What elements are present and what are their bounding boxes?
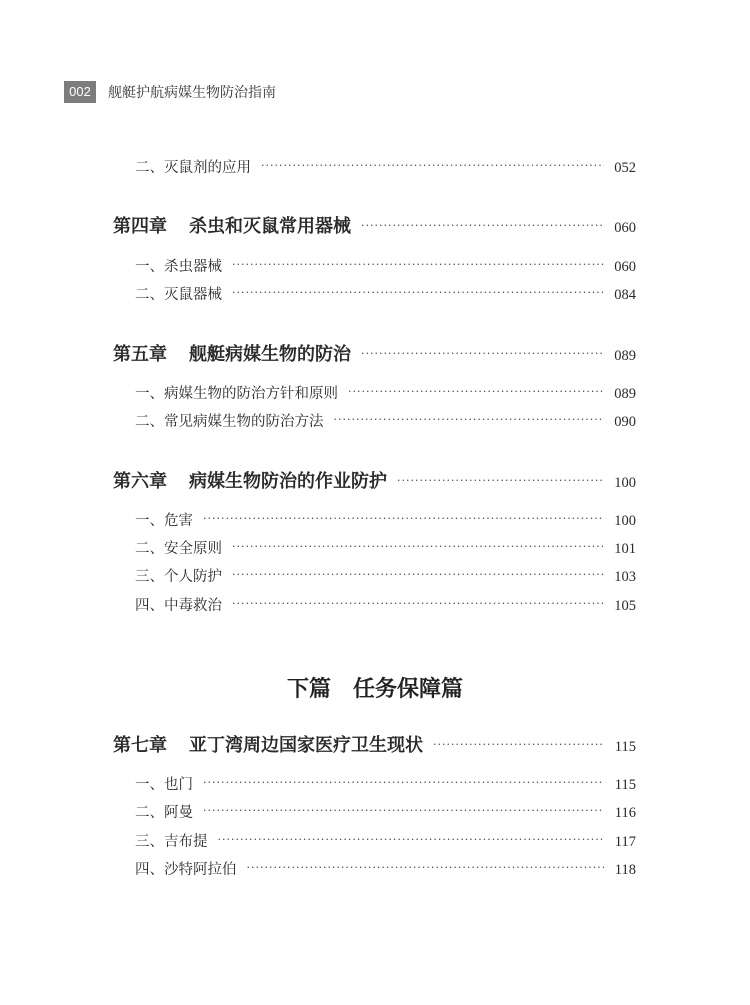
leader-dots [232, 540, 604, 553]
toc-entry-page: 060 [614, 259, 636, 275]
toc-entry[interactable] [0, 410, 750, 432]
toc-entry-page: 105 [614, 598, 636, 614]
part-name: 任务保障篇 [353, 676, 464, 702]
toc-entry[interactable] [0, 537, 750, 559]
toc-entry-label: 二、灭鼠器械 [135, 287, 222, 303]
chapter-title: 舰艇病媒生物的防治 [189, 344, 351, 365]
chapter-page: 089 [614, 348, 636, 364]
toc-entry-label: 四、沙特阿拉伯 [135, 862, 237, 878]
toc-entry-label: 一、病媒生物的防治方针和原则 [135, 386, 338, 402]
toc-entry-page: 115 [614, 777, 636, 793]
toc-entry-label: 二、安全原则 [135, 541, 222, 557]
leader-dots [433, 738, 604, 751]
toc-entry-page: 103 [614, 569, 636, 585]
chapter-title: 亚丁湾周边国家医疗卫生现状 [189, 735, 423, 756]
toc-entry-page: 116 [614, 805, 636, 821]
chapter-entry[interactable] [0, 467, 750, 495]
toc-entry[interactable] [0, 801, 750, 823]
toc-entry-label: 一、也门 [135, 777, 193, 793]
toc-entry-label: 三、个人防护 [135, 569, 222, 585]
toc-entry[interactable] [0, 594, 750, 616]
running-header [64, 80, 276, 104]
toc-entry[interactable] [0, 858, 750, 880]
toc-entry[interactable] [0, 565, 750, 587]
chapter-number: 第六章 [113, 471, 167, 492]
chapter-page: 115 [614, 739, 636, 755]
leader-dots [218, 833, 605, 846]
toc-entry-page: 117 [614, 834, 636, 850]
toc-entry-page: 101 [614, 541, 636, 557]
leader-dots [247, 861, 605, 874]
chapter-number: 第五章 [113, 344, 167, 365]
leader-dots [203, 804, 604, 817]
toc-entry-page: 089 [614, 386, 636, 402]
leader-dots [334, 413, 605, 426]
leader-dots [203, 512, 604, 525]
toc-entry[interactable] [0, 255, 750, 277]
chapter-entry[interactable] [0, 731, 750, 759]
leader-dots [397, 474, 604, 487]
page-number-badge: 002 [64, 81, 96, 103]
leader-dots [361, 219, 604, 232]
part-title [0, 672, 750, 703]
leader-dots [361, 347, 604, 360]
chapter-title: 病媒生物防治的作业防护 [189, 471, 387, 492]
leader-dots [203, 776, 604, 789]
toc-entry-label: 一、危害 [135, 513, 193, 529]
toc-entry-page: 118 [614, 862, 636, 878]
toc-entry[interactable] [0, 156, 750, 178]
leader-dots [232, 258, 604, 271]
chapter-page: 060 [614, 220, 636, 236]
leader-dots [232, 286, 604, 299]
chapter-number: 第七章 [113, 735, 167, 756]
toc-entry-label: 三、吉布提 [135, 834, 208, 850]
toc-entry[interactable] [0, 283, 750, 305]
chapter-entry[interactable] [0, 212, 750, 240]
toc-entry[interactable] [0, 773, 750, 795]
toc-entry-label: 一、杀虫器械 [135, 259, 222, 275]
leader-dots [261, 159, 604, 172]
chapter-entry[interactable] [0, 340, 750, 368]
part-number: 下篇 [286, 676, 331, 702]
toc-entry-page: 052 [614, 160, 636, 176]
toc-entry-label: 二、常见病媒生物的防治方法 [135, 414, 324, 430]
toc-entry-page: 084 [614, 287, 636, 303]
toc-entry-label: 四、中毒救治 [135, 598, 222, 614]
leader-dots [232, 568, 604, 581]
book-title: 舰艇护航病媒生物防治指南 [108, 85, 276, 101]
leader-dots [348, 385, 604, 398]
toc-entry[interactable] [0, 830, 750, 852]
toc-entry-label: 二、灭鼠剂的应用 [135, 160, 251, 176]
toc-entry-label: 二、阿曼 [135, 805, 193, 821]
toc-entry[interactable] [0, 382, 750, 404]
chapter-number: 第四章 [113, 216, 167, 237]
chapter-title: 杀虫和灭鼠常用器械 [189, 216, 351, 237]
chapter-page: 100 [614, 475, 636, 491]
leader-dots [232, 597, 604, 610]
toc-entry[interactable] [0, 509, 750, 531]
toc-entry-page: 090 [614, 414, 636, 430]
toc-entry-page: 100 [614, 513, 636, 529]
